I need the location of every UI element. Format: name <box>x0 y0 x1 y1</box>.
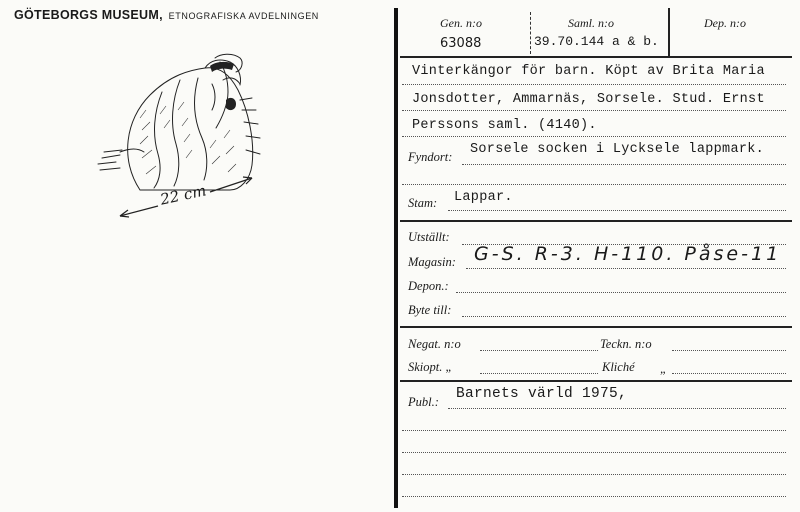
section-rule <box>400 326 792 328</box>
gen-label: Gen. n:o <box>440 16 482 30</box>
museum-header <box>14 8 319 22</box>
dotted-line <box>672 350 786 351</box>
stam-label: Stam: <box>408 196 438 210</box>
byte-label: Byte till: <box>408 303 452 317</box>
publ-label: Publ.: <box>408 395 439 409</box>
publ-value: Barnets värld 1975, <box>456 386 628 402</box>
scale-label: 22 cm <box>158 181 208 209</box>
top-cells <box>398 8 792 56</box>
dotted-line <box>480 373 598 374</box>
cell-divider <box>668 8 670 56</box>
dotted-line <box>448 210 786 211</box>
dotted-line <box>402 110 786 111</box>
department-name: ETNOGRAFISKA AVDELNINGEN <box>168 11 319 21</box>
description-line: Perssons saml. (4140). <box>412 118 597 133</box>
klische-label: Kliché <box>602 360 635 374</box>
dotted-line <box>456 292 786 293</box>
description-line: Vinterkängor för barn. Köpt av Brita Maria <box>412 64 765 79</box>
dotted-line <box>402 84 786 85</box>
dotted-line <box>402 136 786 137</box>
dotted-line <box>462 164 786 165</box>
negat-label: Negat. n:o <box>408 337 461 351</box>
description-line: Jonsdotter, Ammarnäs, Sorsele. Stud. Ernst <box>412 92 765 107</box>
skiopt-label: Skiopt. „ <box>408 360 453 374</box>
depon-label: Depon.: <box>408 279 449 293</box>
utstallt-label: Utställt: <box>408 230 450 244</box>
fyndort-label: Fyndort: <box>408 150 453 164</box>
dotted-line <box>466 268 786 269</box>
dotted-line <box>672 373 786 374</box>
museum-name: GÖTEBORGS MUSEUM, <box>14 8 163 22</box>
dotted-line <box>480 350 598 351</box>
saml-label: Saml. n:o <box>568 16 614 30</box>
magasin-label: Magasin: <box>408 255 456 269</box>
dep-label: Dep. n:o <box>704 16 746 30</box>
section-rule <box>400 380 792 382</box>
dotted-line <box>402 474 786 475</box>
fyndort-value: Sorsele socken i Lycksele lappmark. <box>470 142 765 157</box>
stam-value: Lappar. <box>454 190 513 205</box>
dotted-line <box>462 316 786 317</box>
dotted-line <box>402 430 786 431</box>
magasin-value: G-S. R-3. H-110. Påse-11 <box>474 243 782 265</box>
dotted-line <box>448 408 786 409</box>
section-rule <box>400 220 792 222</box>
saml-value: 39.70.144 a & b. <box>534 34 659 49</box>
cell-divider <box>530 12 532 54</box>
dotted-line <box>402 496 786 497</box>
teckn-label: Teckn. n:o <box>600 337 652 351</box>
card-divider <box>394 8 398 508</box>
dotted-line <box>402 452 786 453</box>
klische-ditto: „ <box>660 362 667 376</box>
gen-value: 63088 <box>440 36 482 51</box>
section-rule <box>400 56 792 58</box>
dotted-line <box>402 184 786 185</box>
